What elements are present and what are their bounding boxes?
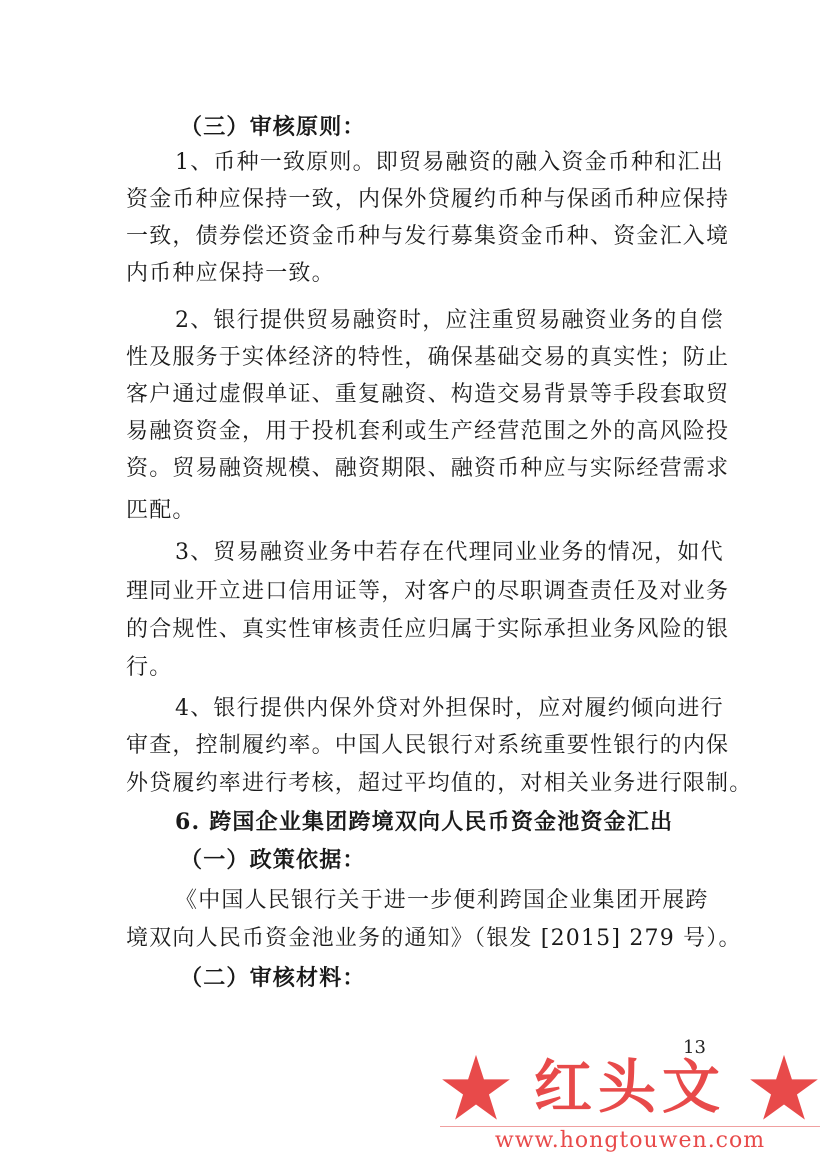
section-heading-policy-basis: （一）政策依据： [180, 847, 366, 873]
star-icon [440, 1052, 512, 1124]
paragraph-2-line-3: 客户通过虚假单证、重复融资、构造交易背景等手段套取贸 [126, 382, 730, 407]
paragraph-3-line-3: 的合规性、真实性审核责任应归属于实际承担业务风险的银 [126, 617, 730, 642]
paragraph-4-line-3: 外贷履约率进行考核，超过平均值的，对相关业务进行限制。 [126, 771, 753, 796]
paragraph-4-line-2: 审查，控制履约率。中国人民银行对系统重要性银行的内保 [126, 733, 730, 758]
paragraph-4-line-1: 4、银行提供内保外贷对外担保时，应对履约倾向进行 [175, 696, 724, 721]
watermark [440, 1050, 820, 1170]
paragraph-3-line-2: 理同业开立进口信用证等，对客户的尽职调查责任及对业务 [126, 579, 730, 604]
paragraph-2-line-2: 性及服务于实体经济的特性，确保基础交易的真实性；防止 [126, 345, 730, 370]
watermark-url: www.hongtouwen.com [494, 1128, 766, 1153]
paragraph-1-line-4: 内币种应保持一致。 [126, 261, 335, 286]
paragraph-1-line-1: 1、币种一致原则。即贸易融资的融入资金币种和汇出 [175, 150, 724, 175]
watermark-divider [440, 1126, 820, 1127]
section-heading-review-materials: （二）审核材料： [180, 965, 366, 991]
paragraph-1-line-3: 一致，债券偿还资金币种与发行募集资金币种、资金汇入境 [126, 224, 730, 249]
policy-line-1: 《中国人民银行关于进一步便利跨国企业集团开展跨 [175, 888, 709, 913]
star-icon [748, 1052, 820, 1124]
paragraph-2-line-1: 2、银行提供贸易融资时，应注重贸易融资业务的自偿 [175, 308, 724, 333]
paragraph-3-line-1: 3、贸易融资业务中若存在代理同业业务的情况，如代 [175, 540, 724, 565]
section-heading-review-principles: （三）审核原则： [180, 114, 366, 140]
paragraph-1-line-2: 资金币种应保持一致，内保外贷履约币种与保函币种应保持 [126, 187, 730, 212]
page-number: 13 [683, 1037, 706, 1058]
paragraph-3-line-4: 行。 [126, 655, 173, 680]
watermark-title: 红头文 [533, 1053, 726, 1121]
paragraph-2-line-6: 匹配。 [126, 498, 196, 523]
paragraph-2-line-4: 易融资资金，用于投机套利或生产经营范围之外的高风险投 [126, 419, 730, 444]
policy-line-2: 境双向人民币资金池业务的通知》（银发 [2015] 279 号）。 [126, 926, 742, 951]
item-6-heading: 6. 跨国企业集团跨境双向人民币资金池资金汇出 [175, 809, 674, 835]
paragraph-2-line-5: 资。贸易融资规模、融资期限、融资币种应与实际经营需求 [126, 456, 730, 481]
